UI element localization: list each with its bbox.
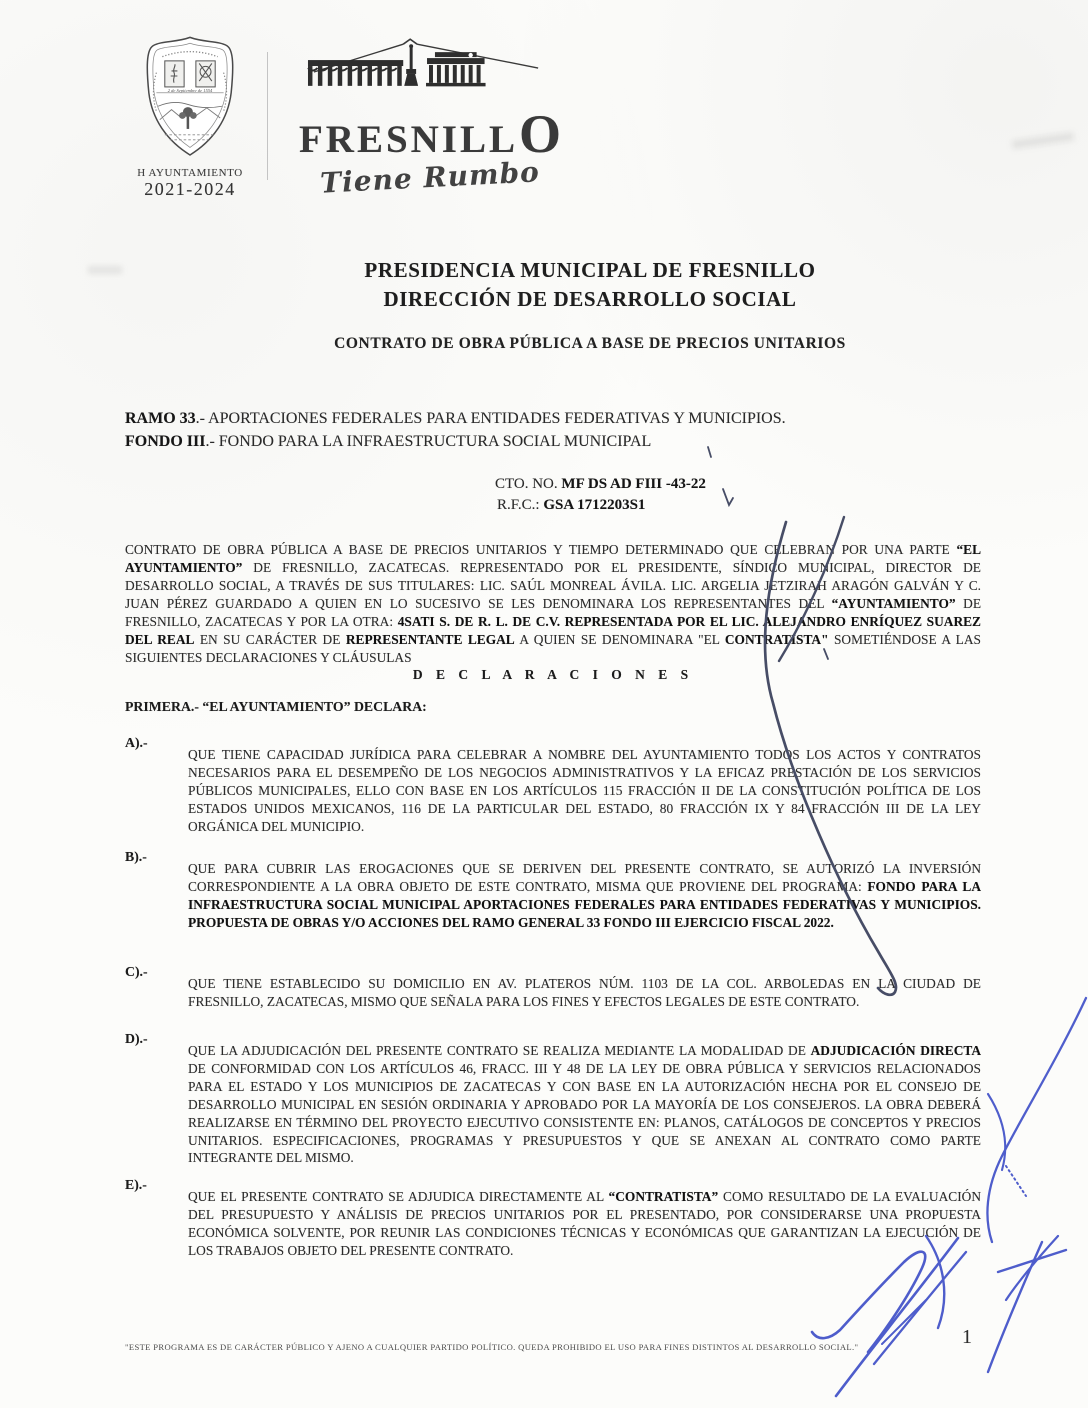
crest-org-name: H AYUNTAMIENTO [137,167,243,179]
program-block [125,407,995,453]
page-number: 1 [962,1326,972,1348]
declaration-label: E).- [125,1177,147,1192]
intro-paragraph: CONTRATO DE OBRA PÚBLICA A BASE DE PRECIOS UNITARIOS Y TIEMPO DETERMINADO QUE CELEBRAN POR UNA PARTE “EL AYUNTAMIENTO” DE FRESNILLO, ZACATECAS. REPRESENTADO POR EL PRESIDENTE, SÍNDICO MUNICIPAL, DIRECTOR DE DESARROLLO SOCIAL, A TRAVÉS DE SUS TITULARES: LIC. SAÚL MONREAL ÁVILA. LIC. ARGELIA JETZIRAH ARAGÓN GALVÁN Y C. JUAN PÉREZ GUARDADO A QUIEN EN LO SUCESIVO SE LES DENOMINARA LOS REPRESENTANTES DEL “AYUNTAMIENTO” DE FRESNILLO, ZACATECAS Y POR LA OTRA: 4SATI S. DE R. L. DE C.V. REPRESENTADA POR EL LIC. ALEJANDRO ENRÍQUEZ SUAREZ DEL REAL EN SU CARÁCTER DE REPRESENTANTE LEGAL A QUIEN SE DENOMINARA "EL CONTRATISTA" SOMETIÉNDOSE A LAS SIGUIENTES DECLARACIONES Y CLÁUSULAS [125,542,981,665]
title-line-2: DIRECCIÓN DE DESARROLLO SOCIAL [383,287,797,311]
fondo-line [125,430,995,453]
declaration-label: C).- [125,964,148,979]
declaration-text: QUE PARA CUBRIR LAS EROGACIONES QUE SE DERIVEN DEL PRESENTE CONTRATO, SE AUTORIZÓ LA INVERSIÓN CORRESPONDIENTE A LA OBRA OBJETO DE ESTE CONTRATO, MISMA QUE PROVIENE DEL PROGRAMA: FONDO PARA LA INFRAESTRUCTURA SOCIAL MUNICIPAL APORTACIONES FEDERALES PARA ENTIDADES FEDERATIVAS Y MUNICIPIOS. PROPUESTA DE OBRAS Y/O ACCIONES DEL RAMO GENERAL 33 FONDO III EJERCICIO FISCAL 2022. [188,861,981,930]
wordmark-big-o: O [519,104,562,164]
declaration-label: D).- [125,1031,148,1046]
declaration-item-d [125,1031,981,1167]
municipal-crest-icon [130,34,250,160]
declaration-text: QUE LA ADJUDICACIÓN DEL PRESENTE CONTRATO SE REALIZA MEDIANTE LA MODALIDAD DE ADJUDICACIÓN DIRECTA DE CONFORMIDAD CON LOS ARTÍCULOS 46, FRACC. III Y 48 DE LA LEY DE OBRA PÚBLICA Y SERVICIOS RELACIONADOS PARA EL ESTADO Y LOS MUNICIPIOS DE ZACATECAS Y CON BASE EN LA AUTORIZACIÓN HECHA POR EL CONSEJO DE DESARROLLO MUNICIPAL EN SESIÓN ORDINARIA Y APROBADO POR LA MAYORÍA DE LOS CONSEJEROS. LA OBRA DEBERÁ REALIZARSE EN TÉRMINO DEL PROYECTO EJECUTIVO CONSISTENTE EN: PLANOS, CATÁLOGOS DE CONCEPTOS Y PRECIOS UNITARIOS. ESPECIFICACIONES, PROGRAMAS Y PRESUPUESTOS Y QUE SE ANEXAN AL CONTRATO COMO PARTE INTEGRANTE DEL MISMO. [188,1043,981,1166]
declaration-text: QUE EL PRESENTE CONTRATO SE ADJUDICA DIRECTAMENTE AL “CONTRATISTA” COMO RESULTADO DE LA EVALUACIÓN DEL PRESUPUESTO Y ANÁLISIS DE PRECIOS UNITARIOS POR EL PRESENTADO, POR CONSIDERARSE UNA PROPUESTA ECONÓMICA SOLVENTE, POR REUNIR LAS CONDICIONES TÉCNICAS Y ECONÓMICAS QUE GARANTIZAN LA EJECUCIÓN DE LOS TRABAJOS OBJETO DEL PRESENTE CONTRATO. [188,1189,981,1258]
ramo-label: RAMO 33 [125,410,196,427]
declaration-text: QUE TIENE CAPACIDAD JURÍDICA PARA CELEBRAR A NOMBRE DEL AYUNTAMIENTO TODOS LOS ACTOS Y CONTRATOS NECESARIOS PARA EL DESEMPEÑO DE LOS NEGOCIOS ADMINISTRATIVOS Y LA EFICAZ PRESTACIÓN DE LOS SERVICIOS PÚBLICOS MUNICIPALES, ELLO CON BASE EN LOS ARTÍCULOS 115 FRACCIÓN II DE LA CONSTITUCIÓN POLÍTICA DE LOS ESTADOS UNIDOS MEXICANOS, 116 DE LA PARTICULAR DEL ESTADO, 80 FRACCIÓN IX Y 84 FRACCIÓN III DE LA LEY ORGÁNICA DEL MUNICIPIO. [188,747,981,834]
declaration-label: A).- [125,735,148,750]
contract-number-line [495,474,706,495]
document-title [160,256,1020,314]
declaration-item-c [125,964,981,1011]
declaration-text: QUE TIENE ESTABLECIDO SU DOMICILIO EN AV. PLATEROS NÚM. 1103 DE LA COL. ARBOLEDAS EN LA CIUDAD DE FRESNILLO, ZACATECAS, MISMO QUE SEÑALA PARA LOS FINES Y EFECTOS LEGALES DE ESTE CONTRATO. [188,976,981,1009]
scan-smudge [1012,132,1075,150]
wordmark-main: FRESNILL [298,118,519,161]
blue-pen-flourish [987,998,1086,1242]
signature-cross-mark [988,1236,1066,1372]
rfc-label: R.F.C.: [497,497,544,513]
primera-declaration-title: PRIMERA.- “EL AYUNTAMIENTO” DECLARA: [125,699,427,714]
rfc-value: GSA 1712203S1 [543,497,646,513]
declarations-heading: D E C L A R A C I O N E S [412,667,694,682]
header-divider [267,52,268,180]
rfc-line [497,495,706,516]
declaration-label: B).- [125,849,147,864]
ramo-text: .- APORTACIONES FEDERALES PARA ENTIDADES FEDERATIVAS Y MUNICIPIOS. [195,410,786,427]
declaration-item-b [125,849,981,932]
cto-label: CTO. NO. [495,476,562,492]
crest-banner-date: 2 de Septiembre de 1554 [167,87,213,93]
title-line-1: PRESIDENCIA MUNICIPAL DE FRESNILLO [364,258,816,282]
document-subtitle: CONTRATO DE OBRA PÚBLICA A BASE DE PRECIOS UNITARIOS [334,335,846,352]
ramo-line [125,407,995,430]
crest-term-years: 2021-2024 [144,179,236,199]
contract-id-block [495,474,706,516]
signature [812,1236,966,1396]
fresnillo-logo-block [292,38,568,200]
fresnillo-skyline-icon [306,38,554,100]
footer-disclaimer: "ESTE PROGRAMA ES DE CARÁCTER PÚBLICO Y AJENO A CUALQUIER PARTIDO POLÍTICO. QUEDA PROHIBIDO EL USO PARA FINES DISTINTOS AL DESARROLLO SOCIAL." [125,1342,859,1352]
cto-value: MF DS AD FIII -43-22 [561,476,706,492]
logo-tagline: Tiene Rumbo [319,155,541,200]
fondo-label: FONDO III [125,433,206,450]
declaration-item-a [125,735,981,836]
fondo-text: .- FONDO PARA LA INFRAESTRUCTURA SOCIAL MUNICIPAL [205,433,652,450]
declaration-item-e [125,1177,981,1260]
scan-smudge [88,266,122,274]
municipal-crest-block [124,34,256,200]
